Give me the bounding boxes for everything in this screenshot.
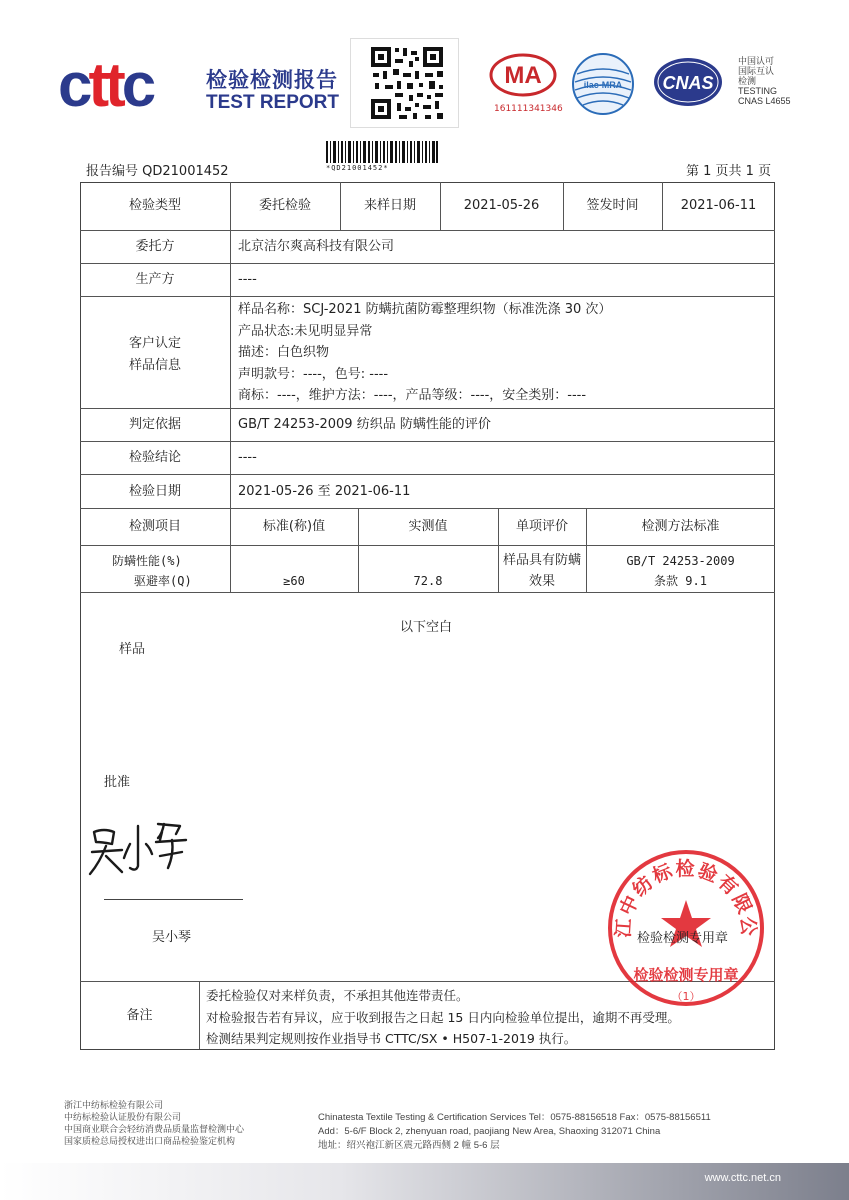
result-item-line: 防螨性能(%) <box>112 554 182 568</box>
table-rule <box>80 508 775 509</box>
results-header-measured: 实测值 <box>408 519 448 534</box>
producer-label: 生产方 <box>135 272 175 287</box>
result-method-line: GB/T 24253-2009 <box>626 554 735 568</box>
result-evaluation-line: 效果 <box>528 574 555 589</box>
sample-info-label-line: 样品信息 <box>128 358 181 373</box>
cttc-logo <box>58 51 153 120</box>
result-method <box>586 551 775 591</box>
stamp-ring-text: 江中纺标检验有限公 <box>612 858 760 939</box>
inspect-type-label: 检验类型 <box>128 198 181 213</box>
basis-label: 判定依据 <box>128 417 181 432</box>
footer-address-cn: 地址：绍兴袍江新区震元路西侧 2 幢 5-6 层 <box>318 1140 500 1151</box>
cnas-side-line: 中国认可 <box>738 56 775 66</box>
stamp-bottom-text: 检验检测专用章 <box>633 966 739 984</box>
table-rule <box>80 296 775 297</box>
report-number: 报告编号 QD21001452 <box>86 164 229 179</box>
footer-org: 国家质检总局授权进出口商品检验鉴定机构 <box>64 1137 236 1147</box>
sample-label: 样品 <box>119 642 146 657</box>
cma-number: 161111341346 <box>494 104 563 114</box>
page-info: 第 1 页共 1 页 <box>686 164 772 179</box>
client-value: 北京洁尔爽高科技有限公司 <box>238 239 395 254</box>
conclusion-label: 检验结论 <box>128 450 181 465</box>
footer-company: Chinatesta Textile Testing & Certification Services Tel：0575-88156518 Fax：0575-88156511 <box>318 1112 711 1123</box>
stamp-label: 检验检测专用章 <box>637 931 729 946</box>
sample-info-line: 商标：----，维护方法：----，产品等级：----，安全类别：---- <box>238 388 587 403</box>
remarks-label: 备注 <box>126 1008 153 1023</box>
remark-line: 委托检验仅对来样负责，不承担其他连带责任。 <box>206 988 469 1003</box>
table-rule <box>80 441 775 442</box>
sample-date-value: 2021-05-26 <box>463 198 540 213</box>
basis-value: GB/T 24253-2009 纺织品 防螨性能的评价 <box>238 417 491 432</box>
results-header-standard: 标准(称)值 <box>262 519 326 534</box>
sample-info-line: 产品状态:未见明显异常 <box>238 323 373 339</box>
footer-org: 中国商业联合会轻纺消费品质量监督检测中心 <box>64 1125 245 1135</box>
issue-date-label: 签发时间 <box>586 198 639 213</box>
footer-org: 浙江中纺标检验有限公司 <box>64 1101 164 1111</box>
cnas-side-line: TESTING <box>738 86 778 96</box>
official-stamp-icon <box>606 848 766 1008</box>
table-rule <box>230 182 231 508</box>
report-title-cn: 检验检测报告 <box>206 68 338 92</box>
table-rule <box>80 230 775 231</box>
client-label: 委托方 <box>135 239 175 254</box>
result-measured: 72.8 <box>413 574 443 588</box>
sample-date-label: 来样日期 <box>363 198 416 213</box>
qr-code-icon <box>350 38 459 128</box>
result-standard: ≥60 <box>283 574 305 588</box>
sample-info-line: 声明款号：----，色号: ---- <box>238 366 389 382</box>
results-header-item: 检测项目 <box>128 519 181 534</box>
footer-contact <box>318 1111 711 1153</box>
result-method-line: 条款 9.1 <box>654 574 707 588</box>
sample-info-line: 样品名称：SCJ-2021 防螨抗菌防霉整理织物（标准洗涤 30 次） <box>238 302 612 317</box>
remark-line: 对检验报告若有异议，应于收到报告之日起 15 日内向检验单位提出，逾期不再受理。 <box>206 1009 680 1025</box>
barcode-number: *QD21001452* <box>326 164 389 172</box>
result-evaluation-line: 样品具有防螨 <box>502 553 581 568</box>
approver-name: 吴小琴 <box>152 930 192 945</box>
results-header-evaluation: 单项评价 <box>515 519 568 534</box>
cnas-logo-text: CNAS <box>662 73 714 93</box>
report-title-en: TEST REPORT <box>206 92 340 113</box>
ilac-mra-logo-icon <box>571 52 635 116</box>
ilac-logo-text: ilac-MRA <box>583 80 623 90</box>
sample-info-line: 描述：白色织物 <box>238 345 330 360</box>
table-rule <box>80 545 775 546</box>
table-rule <box>80 474 775 475</box>
result-item-line: 驱避率(Q) <box>134 574 192 588</box>
inspect-date-label: 检验日期 <box>128 484 181 499</box>
signature-icon <box>88 818 198 880</box>
table-rule <box>80 263 775 264</box>
result-evaluation <box>498 550 586 592</box>
cnas-logo-icon <box>652 56 724 108</box>
sample-info-label <box>80 333 230 377</box>
table-rule <box>80 408 775 409</box>
cma-logo-text: MA <box>504 62 542 89</box>
footer-org: 中纺标检验认证股份有限公司 <box>64 1113 182 1123</box>
signature-line <box>104 899 243 900</box>
cma-logo-icon <box>488 52 558 98</box>
stamp-index-text: （1） <box>671 990 701 1003</box>
barcode-icon <box>326 141 438 163</box>
cnas-side-line: CNAS L4655 <box>738 96 791 106</box>
producer-value: ---- <box>238 272 257 287</box>
result-item <box>112 551 192 591</box>
conclusion-value: ---- <box>238 450 257 465</box>
cnas-side-text <box>738 56 791 106</box>
footer-address-en: Add：5-6/F Block 2, zhenyuan road, paojiang New Area, Shaoxing 312071 China <box>318 1126 661 1137</box>
inspect-date-value: 2021-05-26 至 2021-06-11 <box>238 484 411 499</box>
sample-info-label-line: 客户认定 <box>128 336 181 351</box>
remark-line: 检测结果判定规则按作业指导书 CTTC/SX • H507-1-2019 执行。 <box>206 1031 577 1046</box>
issue-date-value: 2021-06-11 <box>680 198 757 213</box>
footer-website-link[interactable]: www.cttc.net.cn <box>704 1172 781 1184</box>
footer-orgs <box>64 1100 244 1148</box>
cnas-side-line: 国际互认 <box>738 66 775 76</box>
table-rule <box>199 981 200 1049</box>
table-rule <box>80 592 775 593</box>
sample-info-lines <box>238 299 611 407</box>
inspect-type-value: 委托检验 <box>258 198 311 213</box>
cnas-side-line: 检测 <box>738 76 757 86</box>
blank-note: 以下空白 <box>400 620 453 635</box>
remarks-lines <box>206 985 680 1050</box>
results-header-method: 检测方法标准 <box>641 519 720 534</box>
approve-label: 批准 <box>104 775 131 790</box>
cttc-logo-text: cttc <box>58 51 153 120</box>
